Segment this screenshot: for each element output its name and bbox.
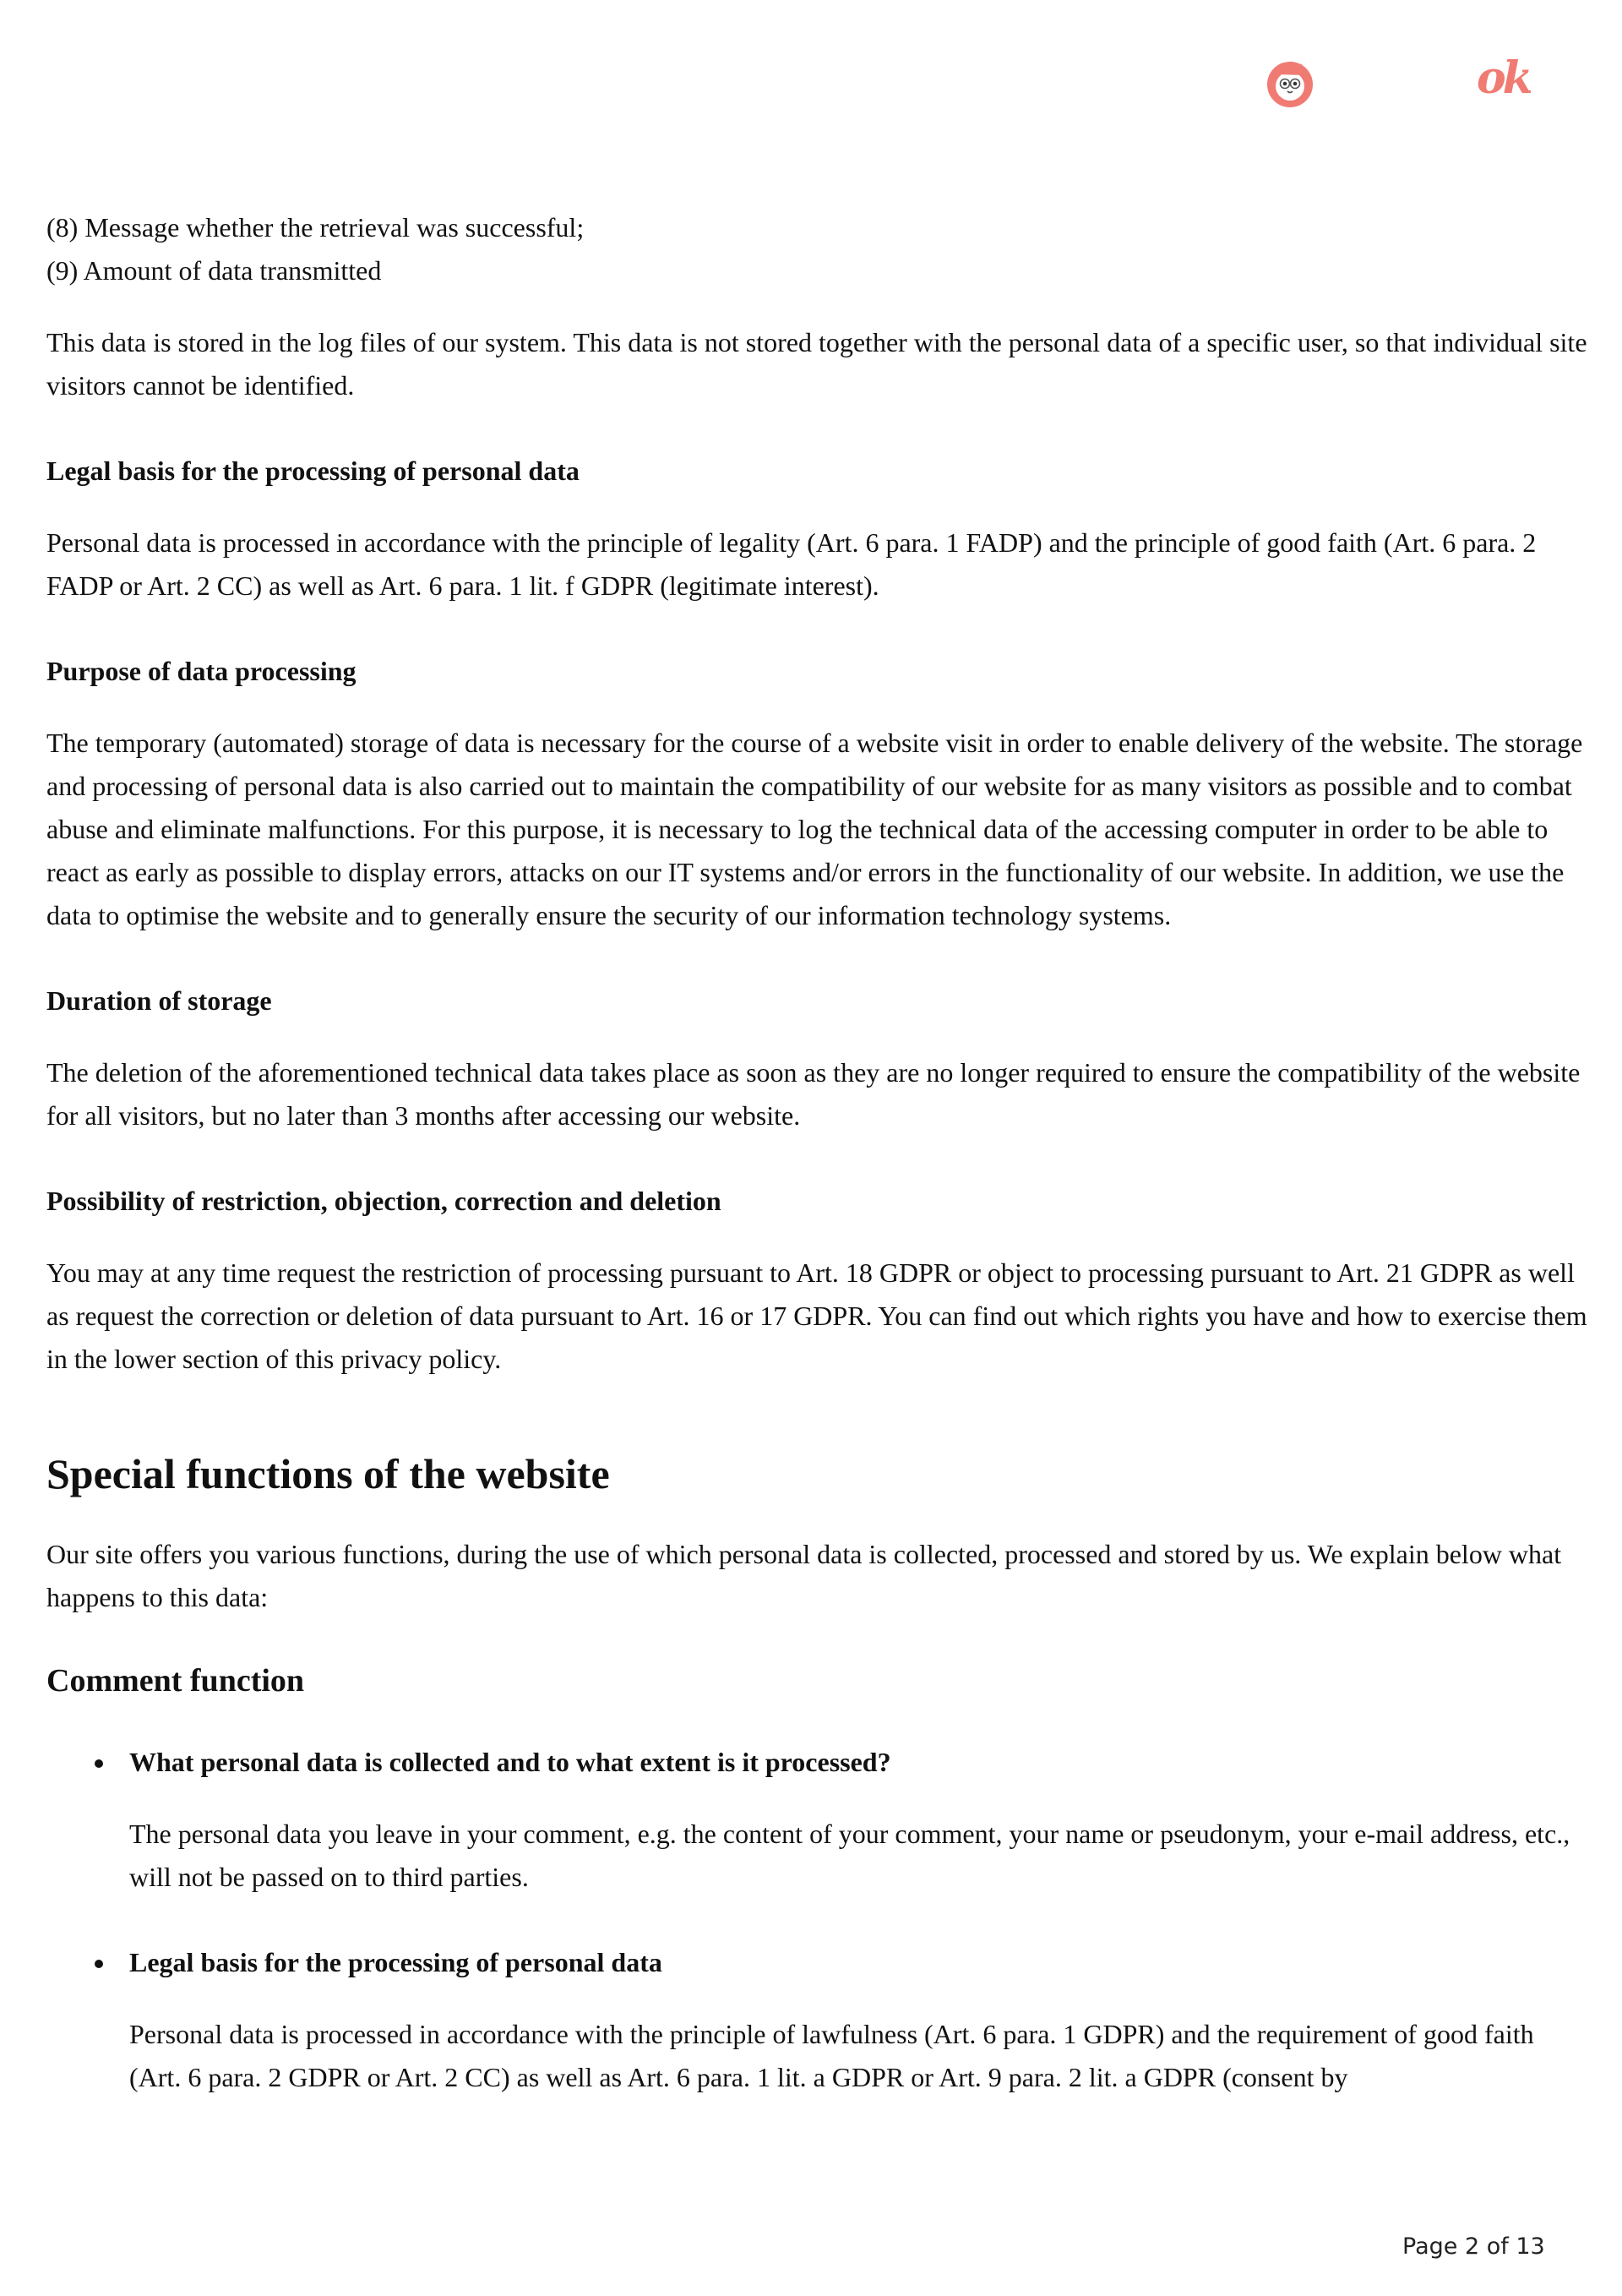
- legal-basis-heading: Legal basis for the processing of personal data: [46, 455, 580, 486]
- list-item: [46, 1741, 1588, 1899]
- access-data-list-tail: [46, 206, 1588, 292]
- comment-function-list: [46, 1741, 1588, 2099]
- list-item-title: What personal data is collected and to what extent is it processed?: [129, 1747, 891, 1777]
- log-files-paragraph: This data is stored in the log files of our system. This data is not stored together with the personal data of a specific user, so that individual site visitors cannot be identified.: [46, 327, 1587, 401]
- special-functions-paragraph: Our site offers you various functions, during the use of which personal data is collected, processed and stored by us. We explain below what happens to this data:: [46, 1539, 1562, 1612]
- duration-paragraph: The deletion of the aforementioned technical data takes place as soon as they are no longer required to ensure the compatibility of the website for all visitors, but no later than 3 months after accessing our website.: [46, 1057, 1581, 1131]
- legal-basis-paragraph: Personal data is processed in accordance with the principle of legality (Art. 6 para. 1 FADP) and the principle of good faith (Art. 6 para. 2 FADP or Art. 2 CC) as well as Art. 6 para. 1 lit. f GDPR (legitimate interest).: [46, 527, 1537, 601]
- purpose-heading: Purpose of data processing: [46, 656, 357, 686]
- duration-heading: Duration of storage: [46, 985, 272, 1016]
- page-header: [0, 51, 1622, 118]
- list-item-text: The personal data you leave in your comment, e.g. the content of your comment, your name or pseudonym, your e-mail address, etc., will not be passed on to third parties.: [129, 1819, 1570, 1892]
- list-item: [46, 1941, 1588, 2099]
- page-number: Page 2 of 13: [1402, 2233, 1545, 2260]
- special-functions-heading: Special functions of the website: [46, 1450, 610, 1497]
- bullet-dot-icon: [95, 1960, 103, 1968]
- list-item: (8) Message whether the retrieval was successful;: [46, 212, 585, 243]
- bullet-dot-icon: [95, 1759, 103, 1768]
- list-item: (9) Amount of data transmitted: [46, 255, 382, 286]
- comment-function-heading: Comment function: [46, 1663, 305, 1699]
- brand-logo-text: ok: [1477, 52, 1530, 104]
- purpose-paragraph: The temporary (automated) storage of data is necessary for the course of a website visit in order to enable delivery of the website. The storage and processing of personal data is also carried out to maintain the compatibility of our website for as many visitors as possible and to combat abuse and eliminate malfunctions. For this purpose, it is necessary to log the technical data of the accessing computer in order to be able to react as early as possible to display errors, attacks on our IT systems and/or errors in the functionality of our website. In addition, we use the data to optimise the website and to generally ensure the security of our information technology systems.: [46, 728, 1583, 930]
- hedgehog-face-icon: [1265, 57, 1314, 110]
- list-item-text: Personal data is processed in accordance with the principle of lawfulness (Art. 6 para. 1 GDPR) and the requirement of good faith (Art. 6 para. 2 GDPR or Art. 2 CC) as well as Art. 6 para. 1 lit. a GDPR or Art. 9 para. 2 lit. a GDPR (consent by: [129, 2019, 1534, 2092]
- list-item-title: Legal basis for the processing of personal data: [129, 1947, 662, 1977]
- document-body: [46, 206, 1588, 2099]
- restriction-heading: Possibility of restriction, objection, correction and deletion: [46, 1186, 721, 1216]
- restriction-paragraph: You may at any time request the restriction of processing pursuant to Art. 18 GDPR or object to processing pursuant to Art. 21 GDPR as well as request the correction or deletion of data pursuant to Art. 16 or 17 GDPR. You can find out which rights you have and how to exercise them in the lower section of this privacy policy.: [46, 1257, 1587, 1374]
